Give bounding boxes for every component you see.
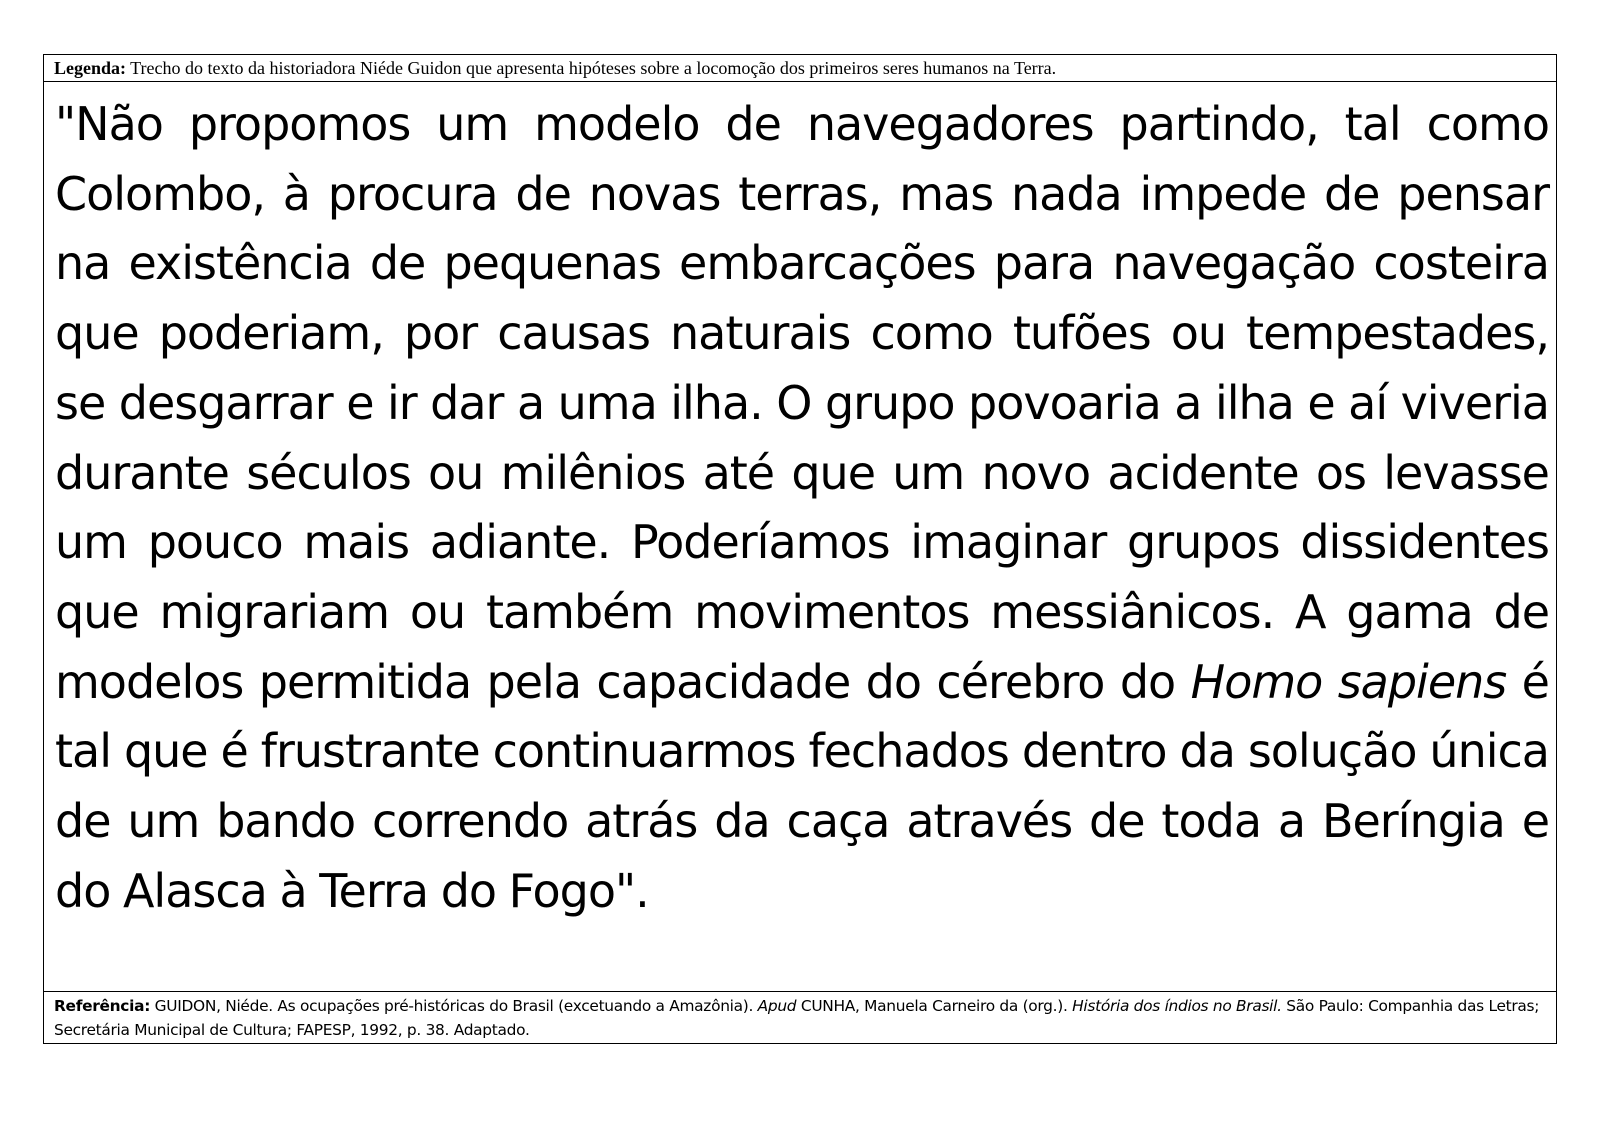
quote-part-2: é tal que é frustrante continuarmos fechados dentro da solução única de um bando correndo atrás da caça através de toda a Beríngia e do Alasca à Terra do Fogo". bbox=[55, 654, 1549, 918]
document-frame bbox=[43, 54, 1557, 1044]
quote-italic-species: Homo sapiens bbox=[1190, 654, 1507, 709]
quote-part-1: "Não propomos um modelo de navegadores partindo, tal como Colombo, à procura de novas terras, mas nada impede de pensar na existência de pequenas embarcações para navegação costeira que poderiam, por causas naturais como tufões ou tempestades, se desgarrar e ir dar a uma ilha. O grupo povoaria a ilha e aí viveria durante séculos ou milênios até que um novo acidente os levasse um pouco mais adiante. Poderíamos imaginar grupos dissidentes que migrariam ou também movimentos messiânicos. A gama de modelos permitida pela capacidade do cérebro do bbox=[55, 97, 1549, 709]
reference-italic-apud: Apud bbox=[757, 997, 797, 1015]
quote-text bbox=[55, 90, 1549, 926]
reference-text-2: CUNHA, Manuela Carneiro da (org.). bbox=[796, 997, 1073, 1015]
quote-row bbox=[44, 82, 1556, 1045]
reference-label: Referência: bbox=[54, 997, 151, 1015]
reference-row bbox=[44, 991, 1556, 1045]
reference-italic-title: História dos índios no Brasil. bbox=[1072, 997, 1282, 1015]
reference-text-3: São Paulo: Companhia das Letras; Secretária Municipal de Cultura; FAPESP, 1992, p. 38. Adaptado. bbox=[54, 997, 1540, 1039]
caption-text: Trecho do texto da historiadora Niéde Guidon que apresenta hipóteses sobre a locomoção dos primeiros seres humanos na Terra. bbox=[126, 58, 1057, 78]
caption-label: Legenda: bbox=[54, 58, 126, 78]
reference-text-1: GUIDON, Niéde. As ocupações pré-históricas do Brasil (excetuando a Amazônia). bbox=[150, 997, 758, 1015]
caption-row bbox=[44, 55, 1556, 82]
